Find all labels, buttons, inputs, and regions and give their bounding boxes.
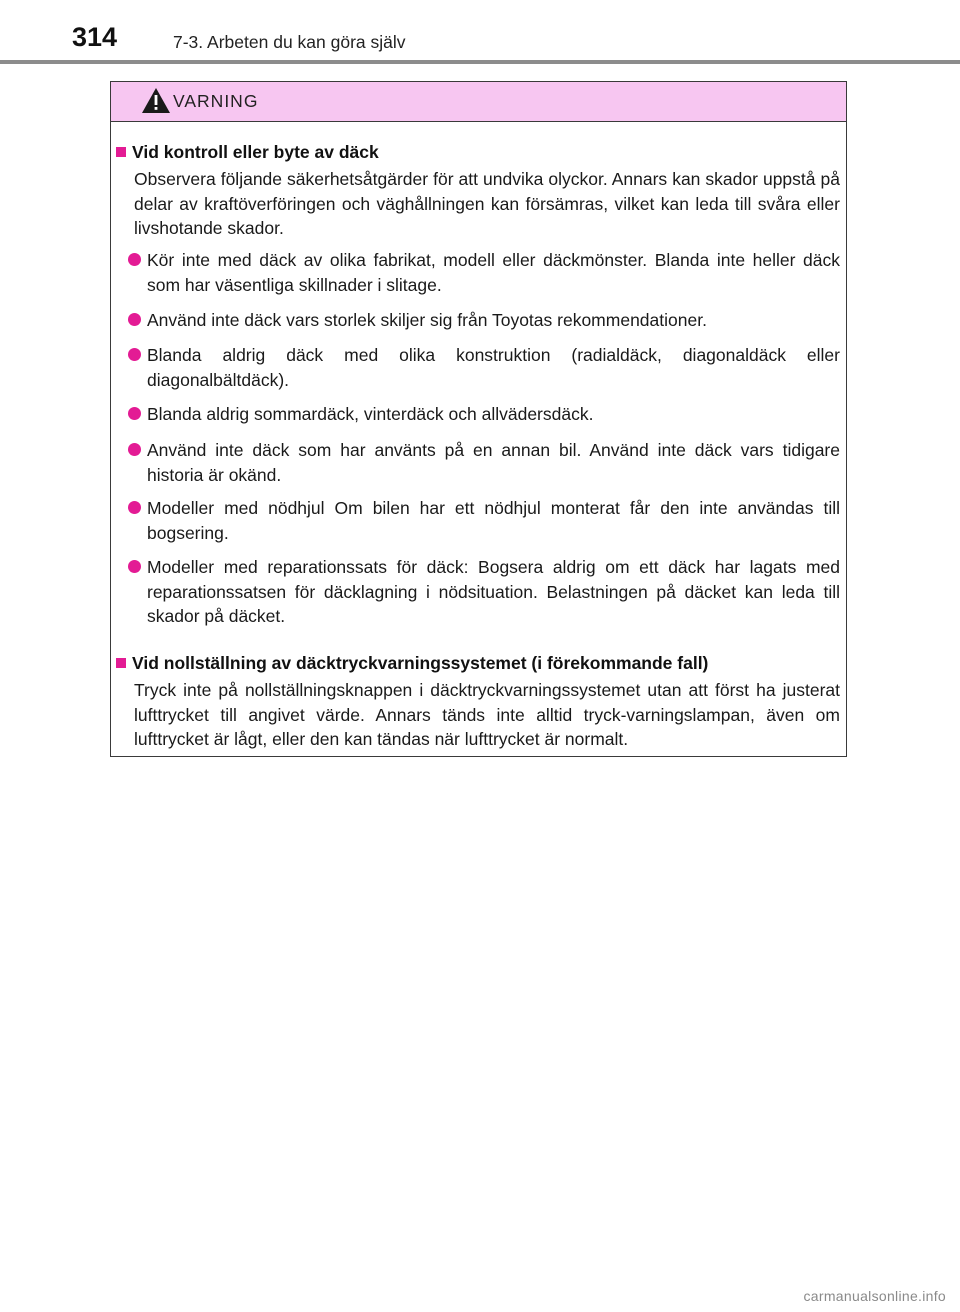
list-item-text: Modeller med nödhjul Om bilen har ett nödhjul monterat får den inte användas till bogsering. bbox=[147, 498, 840, 543]
round-bullet-icon bbox=[128, 443, 141, 456]
page-number: 314 bbox=[72, 22, 118, 52]
page-header bbox=[0, 0, 960, 62]
round-bullet-icon bbox=[128, 501, 141, 514]
list-item-text: Modeller med reparationssats för däck: Bogsera aldrig om ett däck har lagats med reparationssatsen för däcklagning i nödsituation. Belastningen på däcket kan leda till skador på däcket. bbox=[147, 557, 840, 626]
footer-watermark: carmanualsonline.info bbox=[803, 1288, 946, 1304]
list-item-text: Blanda aldrig sommardäck, vinterdäck och allvädersdäck. bbox=[147, 404, 594, 424]
list-item bbox=[128, 555, 840, 629]
round-bullet-icon bbox=[128, 313, 141, 326]
round-bullet-icon bbox=[128, 348, 141, 361]
list-item bbox=[128, 308, 840, 333]
list-item bbox=[128, 402, 840, 427]
square-bullet-icon bbox=[116, 658, 126, 668]
warning-triangle-icon bbox=[141, 87, 171, 114]
section-heading bbox=[111, 142, 379, 163]
list-item bbox=[128, 438, 840, 487]
warning-label: VARNING bbox=[173, 91, 259, 111]
list-item bbox=[128, 496, 840, 545]
list-item-text: Kör inte med däck av olika fabrikat, modell eller däckmönster. Blanda inte heller däck som har väsentliga skillnader i slitage. bbox=[147, 250, 840, 295]
section-paragraph: Observera följande säkerhetsåtgärder för att undvika olyckor. Annars kan skador uppstå på delar av kraftöverföringen och väghållningen kan försämras, vilket kan leda till svåra eller livshotande skador. bbox=[134, 169, 840, 238]
list-item-text: Använd inte däck vars storlek skiljer sig från Toyotas rekommendationer. bbox=[147, 310, 707, 330]
list-item bbox=[128, 248, 840, 297]
round-bullet-icon bbox=[128, 560, 141, 573]
list-item bbox=[128, 343, 840, 392]
round-bullet-icon bbox=[128, 407, 141, 420]
list-item-text: Blanda aldrig däck med olika konstruktion (radialdäck, diagonaldäck eller diagonalbältdäck). bbox=[147, 345, 840, 390]
header-divider bbox=[0, 60, 960, 64]
section-heading-text: Vid nollställning av däcktryckvarningssystemet (i förekommande fall) bbox=[132, 653, 709, 673]
square-bullet-icon bbox=[116, 147, 126, 157]
section-heading bbox=[111, 653, 708, 674]
section-title: 7-3. Arbeten du kan göra själv bbox=[173, 32, 406, 52]
section-paragraph: Tryck inte på nollställningsknappen i däcktryckvarningssystemet utan att först ha justerat lufttrycket till angivet värde. Annars tänds inte alltid tryck-varningslampan, även om lufttrycket är lågt, eller den kan tändas när lufttrycket är normalt. bbox=[134, 680, 840, 749]
section-heading-text: Vid kontroll eller byte av däck bbox=[132, 142, 379, 162]
round-bullet-icon bbox=[128, 253, 141, 266]
warning-box bbox=[110, 81, 847, 757]
list-item-text: Använd inte däck som har använts på en annan bil. Använd inte däck vars tidigare historia är okänd. bbox=[147, 440, 840, 485]
warning-header bbox=[111, 82, 846, 122]
